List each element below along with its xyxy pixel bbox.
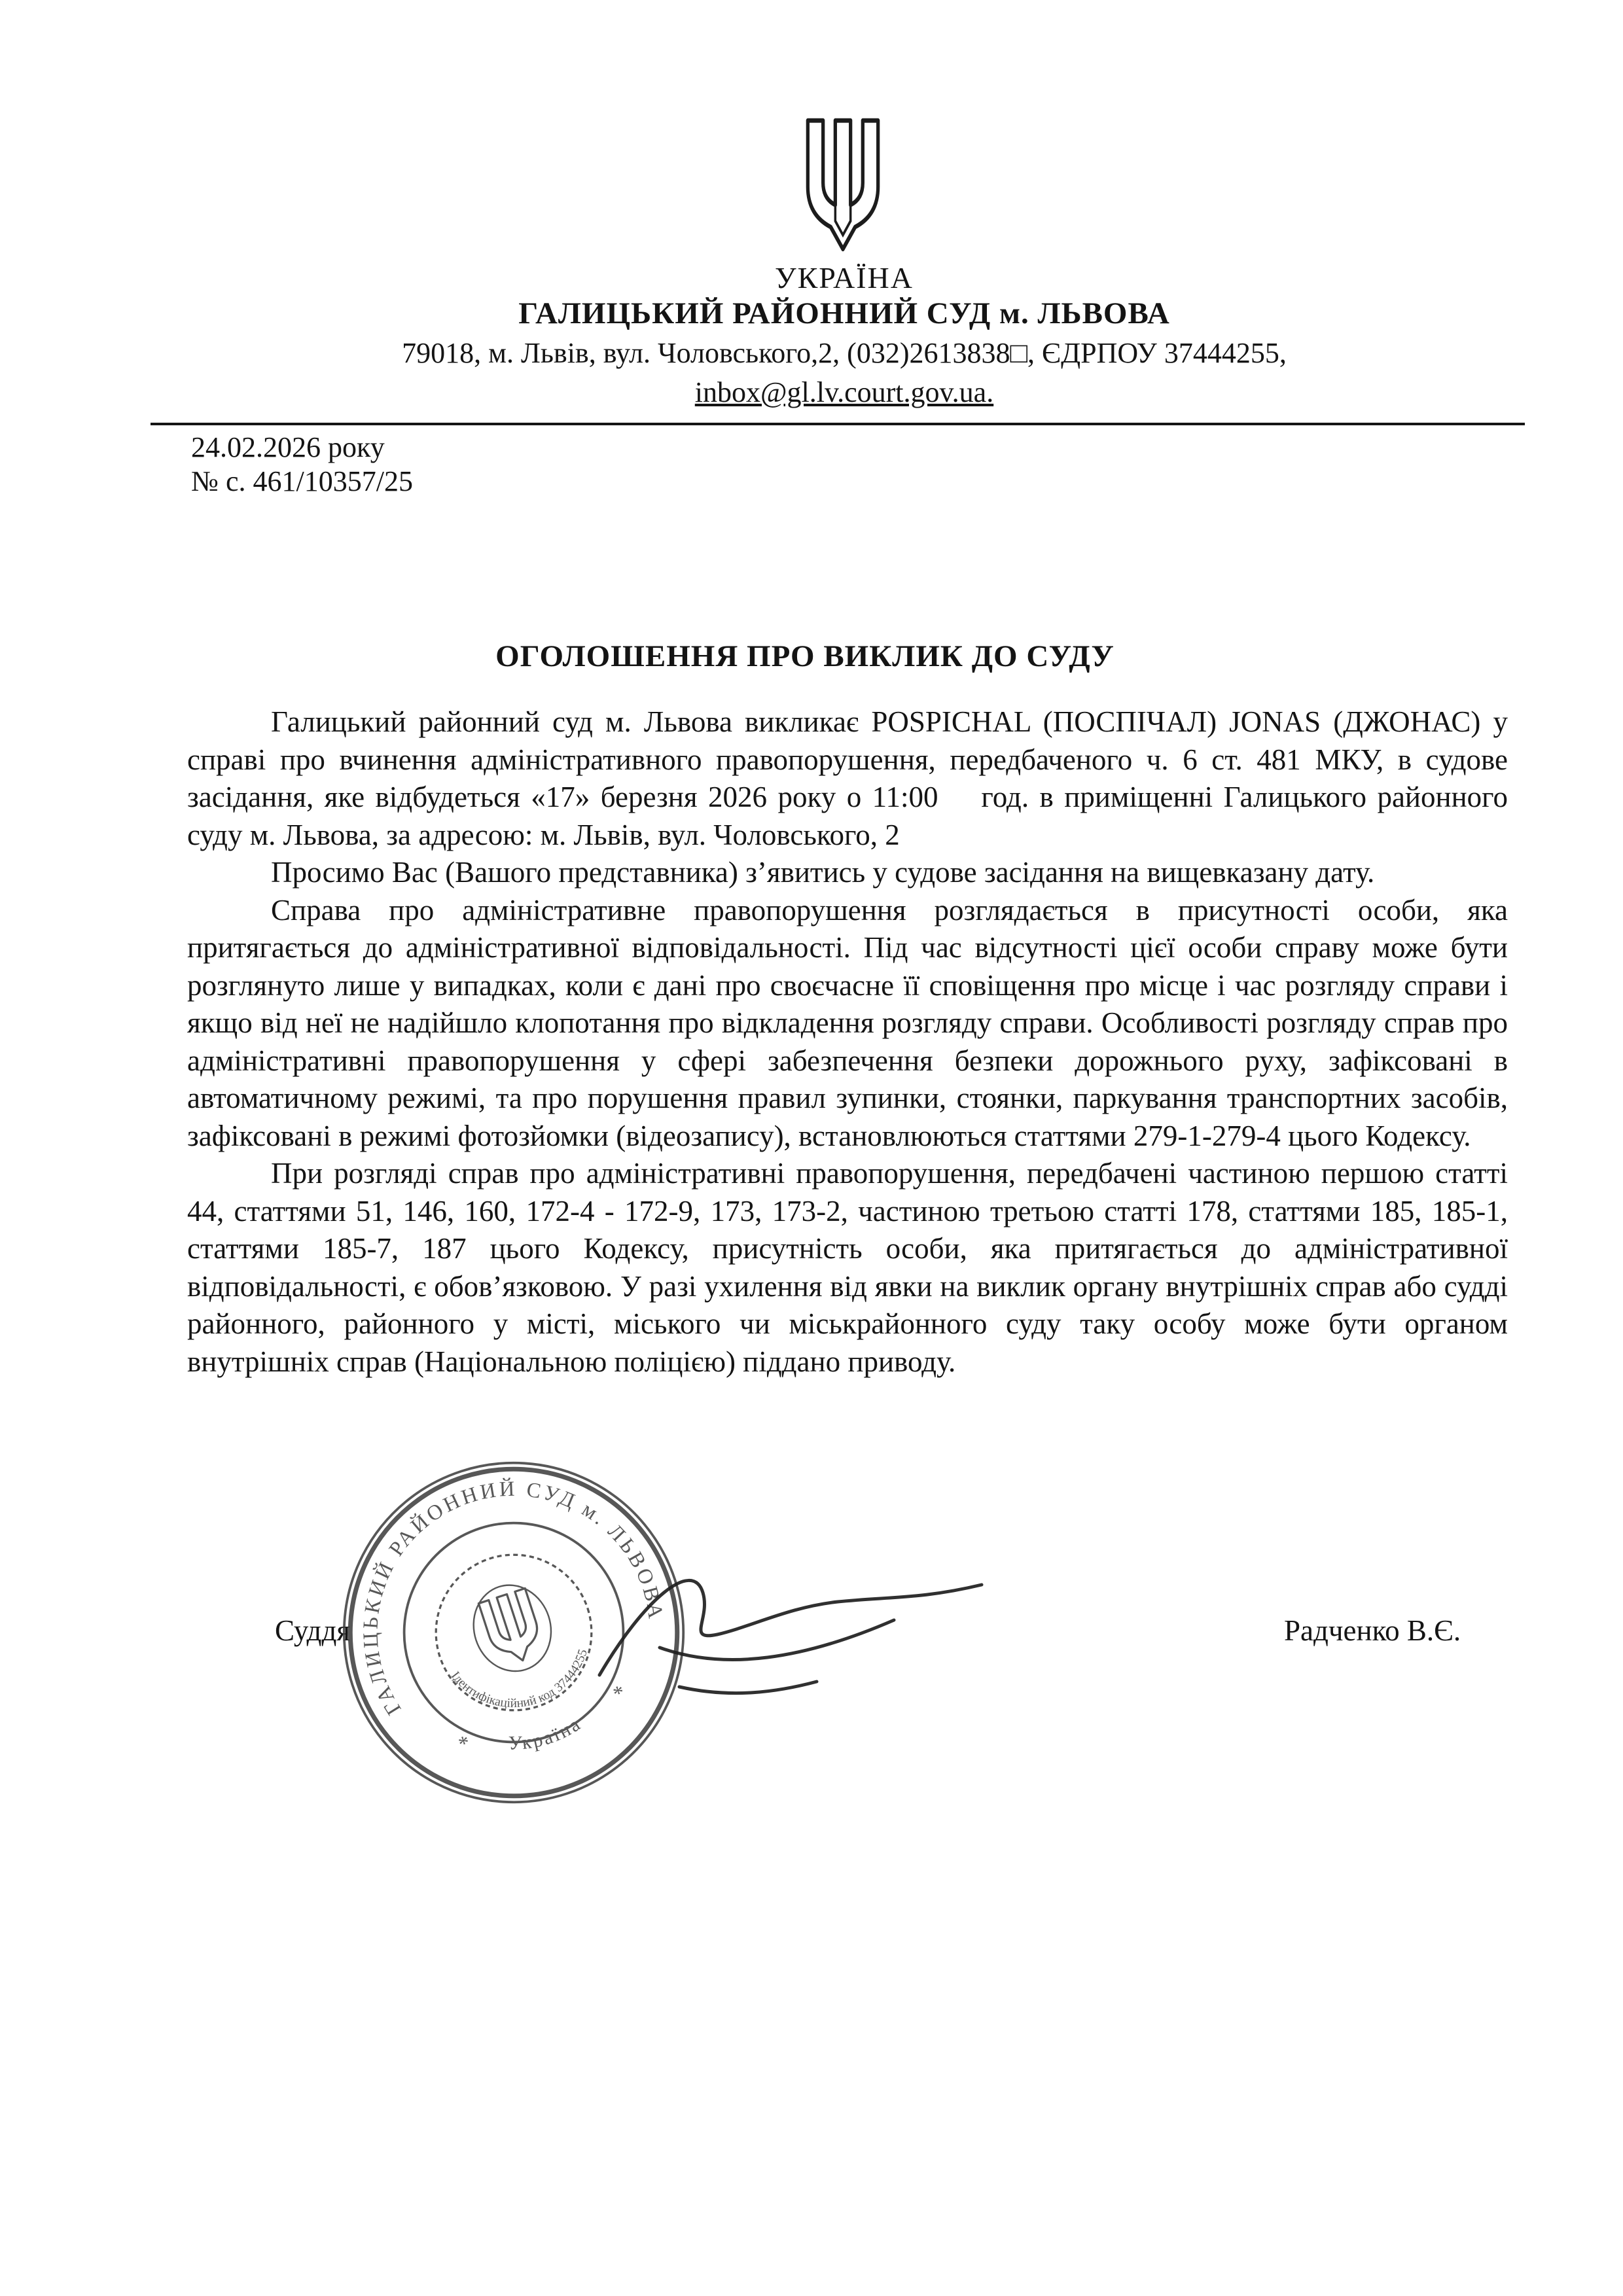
judge-name: Радченко В.Є. [1284,1614,1461,1647]
body-paragraph: Галицький районний суд м. Львова викликає POSPICHAL (ПОСПІЧАЛ) JONAS (ДЖОНАС) у справі про вчинення адміністративного правопорушення, передбаченого ч. 6 ст. 481 МКУ, в судове засідання, яке відбудеться «17» березня 2026 року о 11:00 год. в приміщенні Галицького районного суду м. Львова, за адресою: м. Львів, вул. Чоловського, 2 [187,705,1508,851]
header-divider [151,423,1525,425]
ukraine-trident-emblem-icon [797,116,889,257]
body-paragraph: При розгляді справ про адміністративні правопорушення, передбачені частиною першою статті 44, статтями 51, 146, 160, 172-4 - 172-9, 173, 173-2, частиною третьою статті 178, статтями 185, 185-1, статтями 185-7, 187 цього Кодексу, присутність особи, яка притягається до адміністративної відповідальності, є обов’язковою. У разі ухилення від явки на виклик органу внутрішніх справ або судді районного, районного у місті, міського чи міськрайонного суду таку особу може бути органом внутрішніх справ (Національною поліцією) піддано приводу. [187,1157,1508,1378]
header-country: УКРАЇНА [775,261,914,294]
body-paragraph: Справа про адміністративне правопорушення розглядається в присутності особи, яка притягається до адміністративної відповідальності. Під час відсутності цієї особи справу може бути розглянуто лише у випадках, коли є дані про своєчасне її сповіщення про місце і час розгляду справи і якщо від неї не надійшло клопотання про відкладення розгляду справи. Особливості розгляду справ про адміністративні правопорушення у сфері забезпечення безпеки дорожнього руху, зафіксовані в автоматичному режимі, та про порушення правил зупинки, стоянки, паркування транспортних засобів, зафіксовані в режимі фотозйомки (відеозапису), встановлюються статтями 279-1-279-4 цього Кодексу. [187,893,1508,1152]
doc-date: 24.02.2026 року [191,431,385,463]
doc-number: № с. 461/10357/25 [191,465,413,497]
header-address: 79018, м. Львів, вул. Чоловського,2, (032)2613838□, ЄДРПОУ 37444255, [402,337,1287,369]
svg-text:Україна [503,1710,588,1761]
seal-country-text: Україна [508,1713,586,1754]
header-court-name: ГАЛИЦЬКИЙ РАЙОННИЙ СУД м. ЛЬВОВА [518,296,1170,330]
judge-role-label: Суддя [275,1614,351,1647]
signature [581,1536,1007,1726]
seal-star-right: * [610,1680,628,1706]
doc-title: ОГОЛОШЕННЯ ПРО ВИКЛИК ДО СУДУ [495,639,1115,673]
header-email: inbox@gl.lv.court.gov.ua. [694,376,994,408]
svg-text:Ідентифікаційний код 37444255 [447,1629,601,1731]
seal-star-left: * [455,1731,473,1757]
seal-top-text: ГАЛИЦЬКИЙ РАЙОННИЙ СУД м. ЛЬВОВА [359,1477,668,1720]
body-paragraph: Просимо Вас (Вашого представника) з’явитись у судове засідання на вищевказану дату. [271,856,1375,889]
seal-trident-icon [463,1575,562,1681]
doc-body [187,703,1508,1381]
seal-id-code-text: Ідентифікаційний код 37444255 [448,1648,590,1711]
header-email-row [190,376,1499,409]
